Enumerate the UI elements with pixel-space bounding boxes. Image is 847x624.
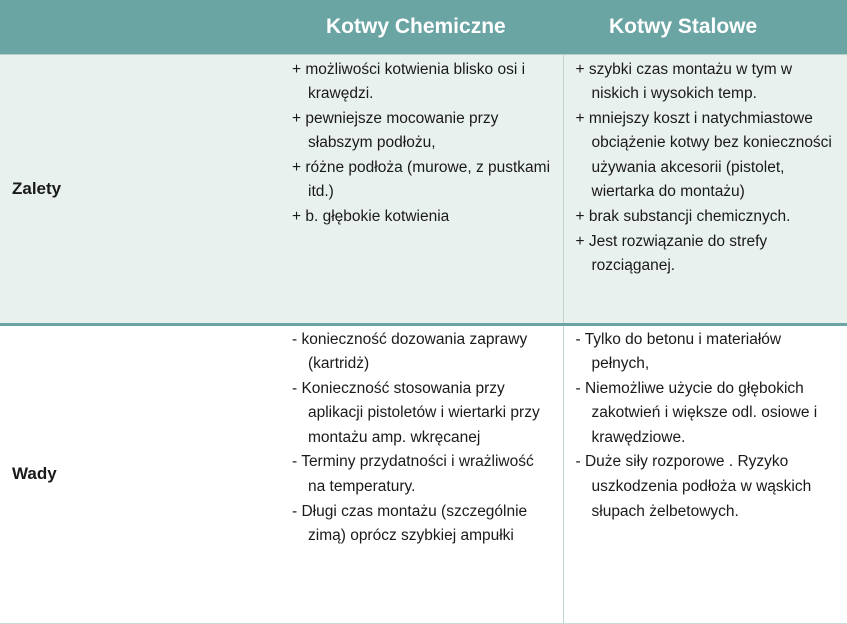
header-row [0, 0, 847, 54]
pros-label: Zalety [0, 54, 280, 324]
list-item: + b. głębokie kotwienia [292, 208, 450, 226]
pros-steel-cell [563, 54, 847, 324]
list-item: + pewniejsze mocowanie przy słabszym podłożu, [292, 109, 499, 152]
list-item: - Duże siły rozporowe . Ryzyko uszkodzenia podłoża w wąskich słupach żelbetowych. [575, 453, 812, 520]
cons-steel-cell [563, 324, 847, 623]
header-chemical-anchors: Kotwy Chemiczne [326, 14, 506, 38]
list-item: - Konieczność stosowania przy aplikacji pistoletów i wiertarki przy montażu amp. wkręcanej [292, 379, 540, 446]
list-item: - Długi czas montażu (szczególnie zimą) oprócz szybkiej ampułki [292, 502, 528, 545]
cons-chemical-cell [280, 324, 563, 623]
cons-row [0, 324, 847, 623]
cons-label: Wady [0, 324, 280, 623]
header-empty-cell [0, 0, 280, 54]
list-item: + brak substancji chemicznych. [575, 208, 791, 226]
list-item: + szybki czas montażu w tym w niskich i wysokich temp. [575, 60, 793, 103]
pros-row [0, 54, 847, 324]
list-item: - Niemożliwe użycie do głębokich zakotwień i większe odl. osiowe i krawędziowe. [575, 379, 818, 446]
pros-chemical-cell [280, 54, 563, 324]
list-item: - konieczność dozowania zaprawy (kartridż) [292, 330, 528, 373]
list-item: + Jest rozwiązanie do strefy rozciąganej. [575, 232, 768, 275]
list-item: + różne podłoża (murowe, z pustkami itd.) [292, 158, 551, 201]
list-item: + mniejszy koszt i natychmiastowe obciążenie kotwy bez konieczności używania akcesorii (pistolet, wiertarka do montażu) [575, 109, 832, 201]
header-steel-anchors: Kotwy Stalowe [609, 14, 758, 38]
list-item: - Tylko do betonu i materiałów pełnych, [575, 330, 782, 373]
list-item: + możliwości kotwienia blisko osi i krawędzi. [292, 60, 526, 103]
list-item: - Terminy przydatności i wrażliwość na temperatury. [292, 453, 534, 496]
